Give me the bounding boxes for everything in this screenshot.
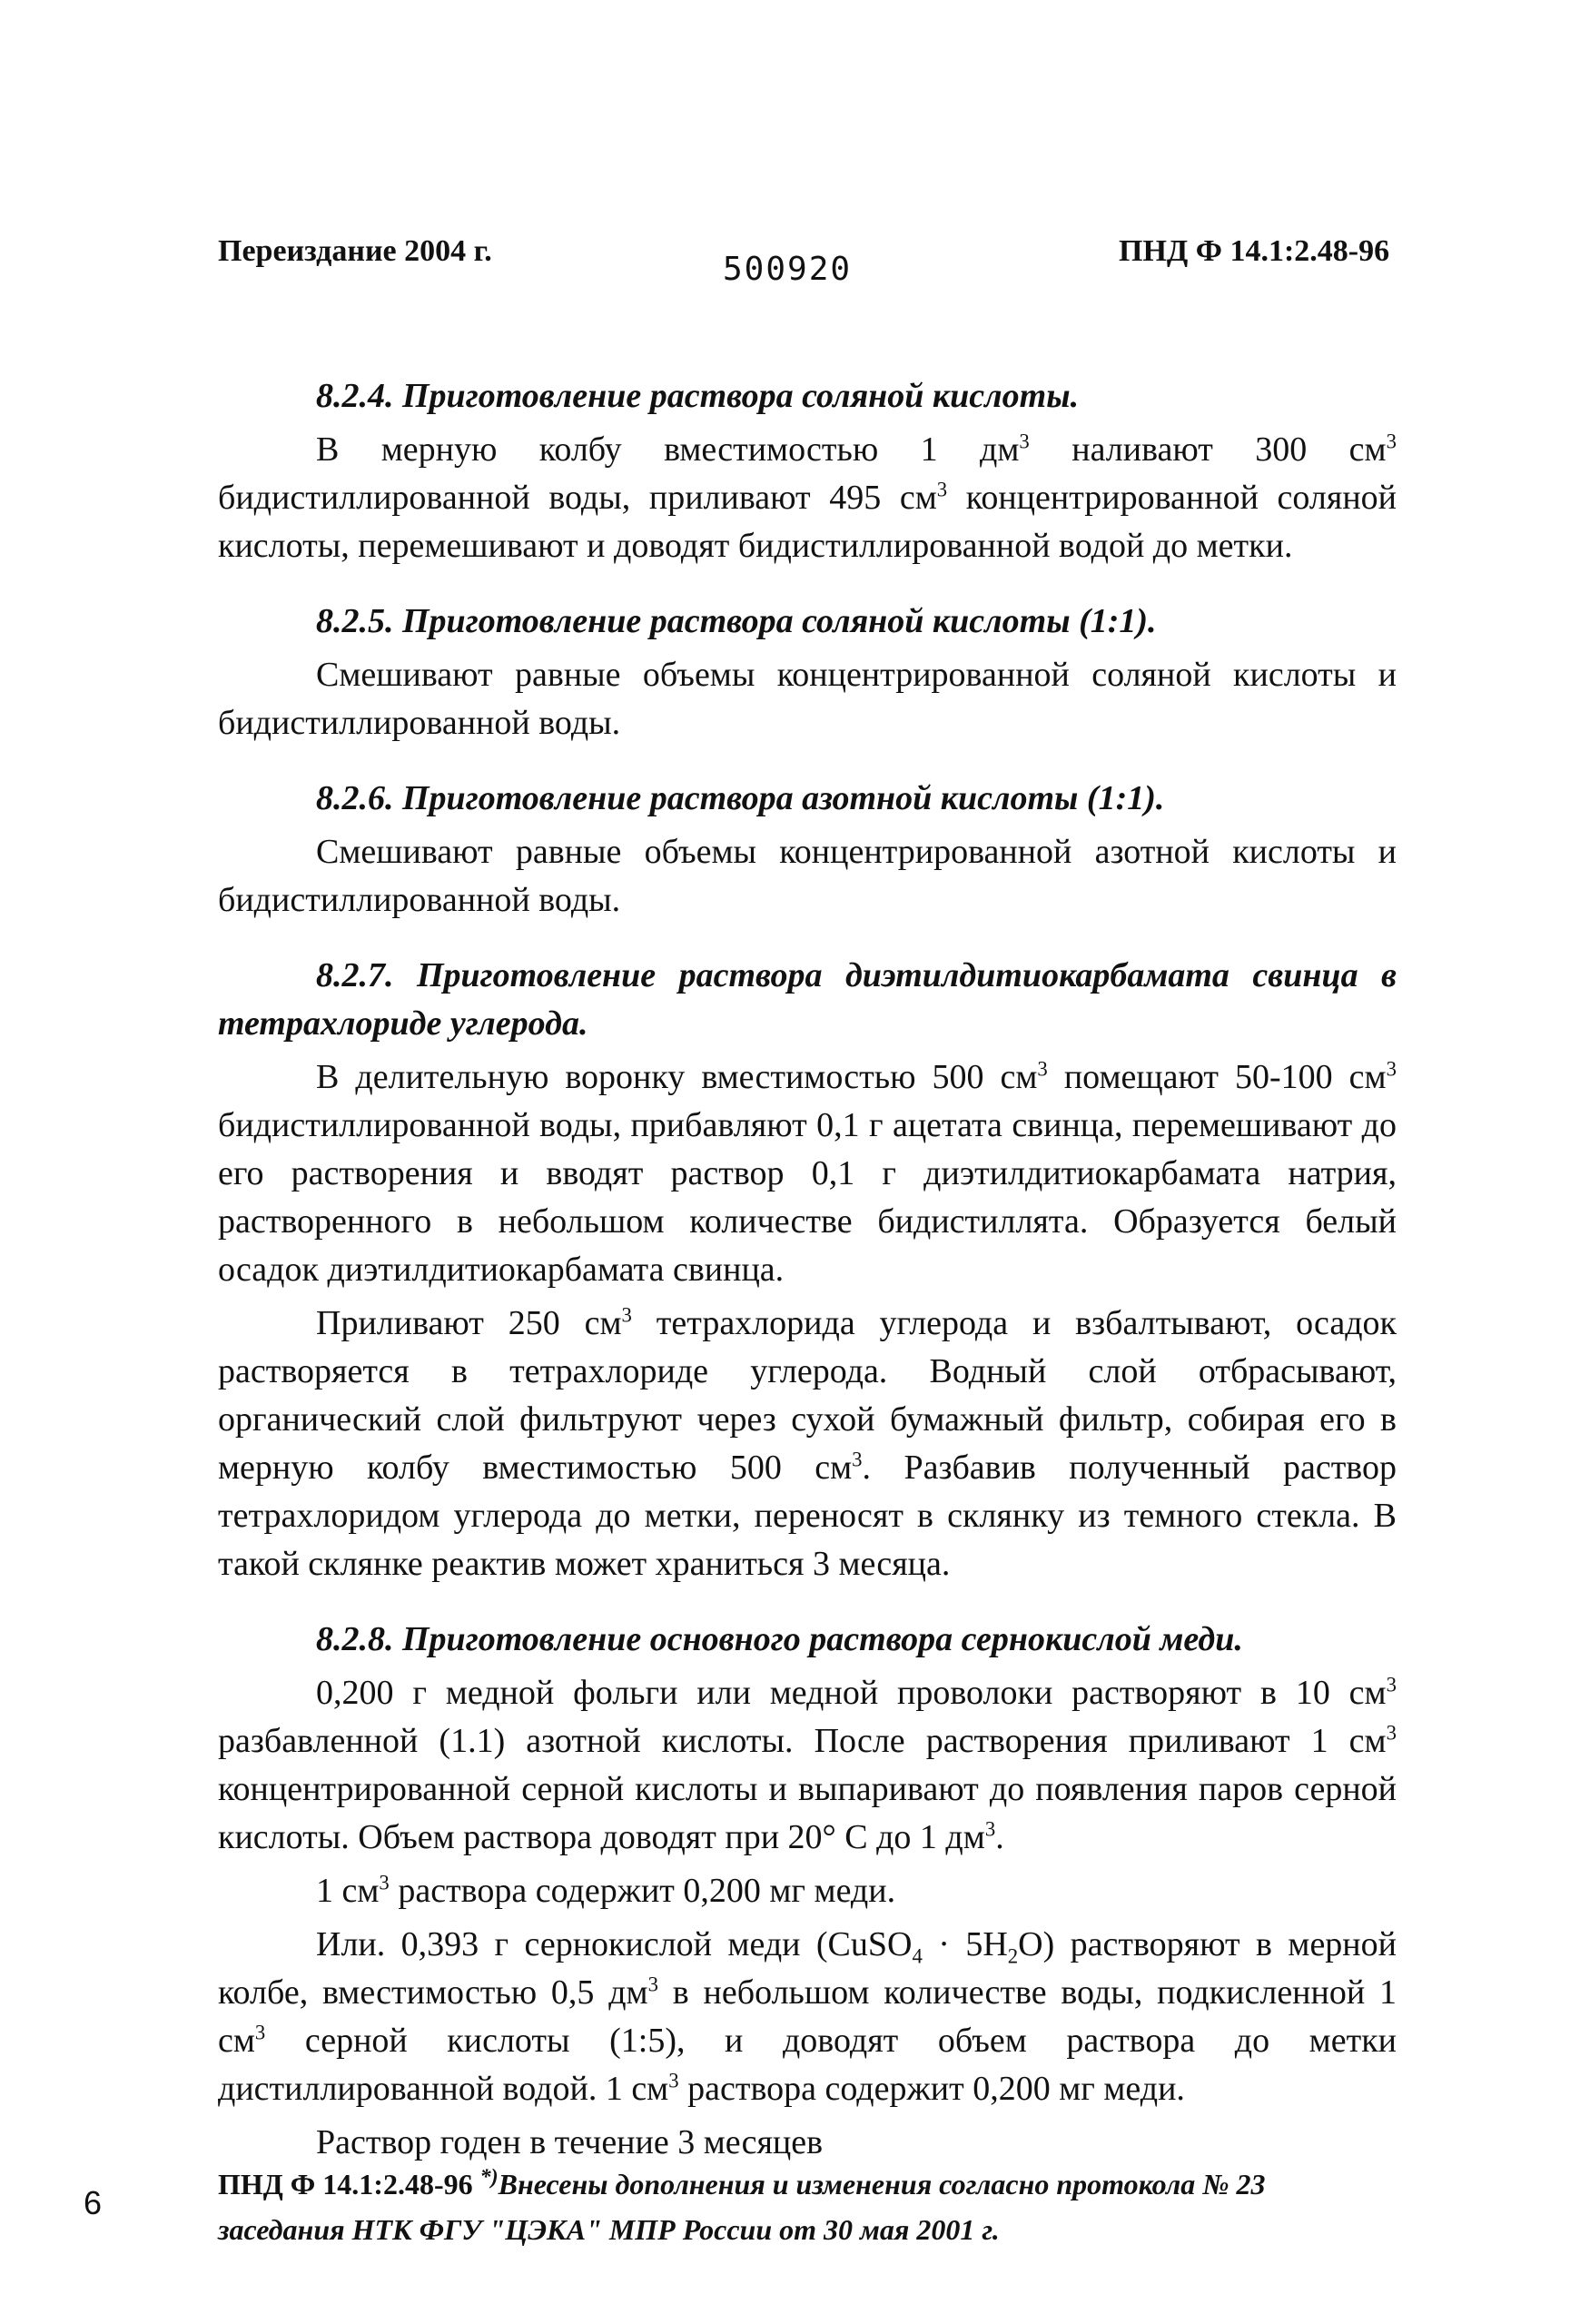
section-title-8-2-4: 8.2.4. Приготовление раствора соляной кислоты.: [316, 377, 1080, 415]
document-body: [218, 372, 1397, 2167]
footnote-text: Внесены дополнения и изменения согласно протокола № 23 заседания НТК ФГУ "ЦЭКА" МПР России от 30 мая 2001 г.: [218, 2168, 1266, 2246]
footnote: [218, 2161, 1397, 2252]
page-number: 6: [84, 2184, 103, 2221]
header-reissue: Переиздание 2004 г.: [218, 234, 492, 268]
paragraph: 0,200 г медной фольги или медной проволоки растворяют в 10 $см^3$ разбавленной (1.1) азотной кислоты. После растворения приливают 1 $см^3$ концентрированной серной кислоты и выпаривают до появления паров серной кислоты. Объем раствора доводят при 20° С до 1 $дм^3$.: [218, 1673, 1397, 1856]
section-title-8-2-6: 8.2.6. Приготовление раствора азотной кислоты (1:1).: [316, 779, 1165, 817]
footnote-marker: *): [479, 2165, 499, 2190]
section-title-8-2-5: 8.2.5. Приготовление раствора соляной кислоты (1:1).: [316, 602, 1157, 640]
paragraph: 1 $см^3$ раствора содержит 0,200 мг меди.: [316, 1871, 896, 1910]
footnote-code: ПНД Ф 14.1:2.48-96: [218, 2168, 473, 2200]
paragraph: В мерную колбу вместимостью 1 $дм^3$ наливают 300 $см^3$ бидистиллированной воды, приливают 495 $см^3$ концентрированной соляной кислоты, перемешивают и доводят бидистиллированной водой до метки.: [218, 430, 1397, 565]
paragraph: Смешивают равные объемы концентрированной азотной кислоты и бидистиллированной воды.: [218, 833, 1397, 919]
header-document-code: ПНД Ф 14.1:2.48-96: [1119, 234, 1390, 268]
paragraph: Смешивают равные объемы концентрированной соляной кислоты и бидистиллированной воды.: [218, 656, 1397, 742]
paragraph: В делительную воронку вместимостью 500 $см^3$ помещают 50-100 $см^3$ бидистиллированной воды, прибавляют 0,1 г ацетата свинца, перемешивают до его растворения и вводят раствор 0,1 г диэтилдитиокарбамата натрия, растворенного в небольшом количестве бидистиллята. Образуется белый осадок диэтилдитиокарбамата свинца.: [218, 1057, 1397, 1289]
paragraph: Или. 0,393 г сернокислой меди (CuSO$_4$ · $5H_2O$) растворяют в мерной колбе, вместимостью 0,5 $дм^3$ в небольшом количестве воды, подкисленной 1 $см^3$ серной кислоты (1:5), и доводят объем раствора до метки дистиллированной водой. 1 $см^3$ раствора содержит 0,200 мг меди.: [218, 1925, 1397, 2108]
section-title-8-2-7: 8.2.7. Приготовление раствора диэтилдитиокарбамата свинца в тетрахлориде углерода.: [218, 956, 1397, 1043]
paragraph: Раствор годен в течение 3 месяцев: [316, 2123, 824, 2161]
section-title-8-2-8: 8.2.8. Приготовление основного раствора сернокислой меди.: [316, 1620, 1243, 1658]
header-stamp-number: 500920: [723, 251, 853, 288]
paragraph: Приливают 250 $см^3$ тетрахлорида углерода и взбалтывают, осадок растворяется в тетрахлориде углерода. Водный слой отбрасывают, органический слой фильтруют через сухой бумажный фильтр, собирая его в мерную колбу вместимостью 500 $см^3$. Разбавив полученный раствор тетрахлоридом углерода до метки, переносят в склянку из темного стекла. В такой склянке реактив может храниться 3 месяца.: [218, 1303, 1397, 1583]
